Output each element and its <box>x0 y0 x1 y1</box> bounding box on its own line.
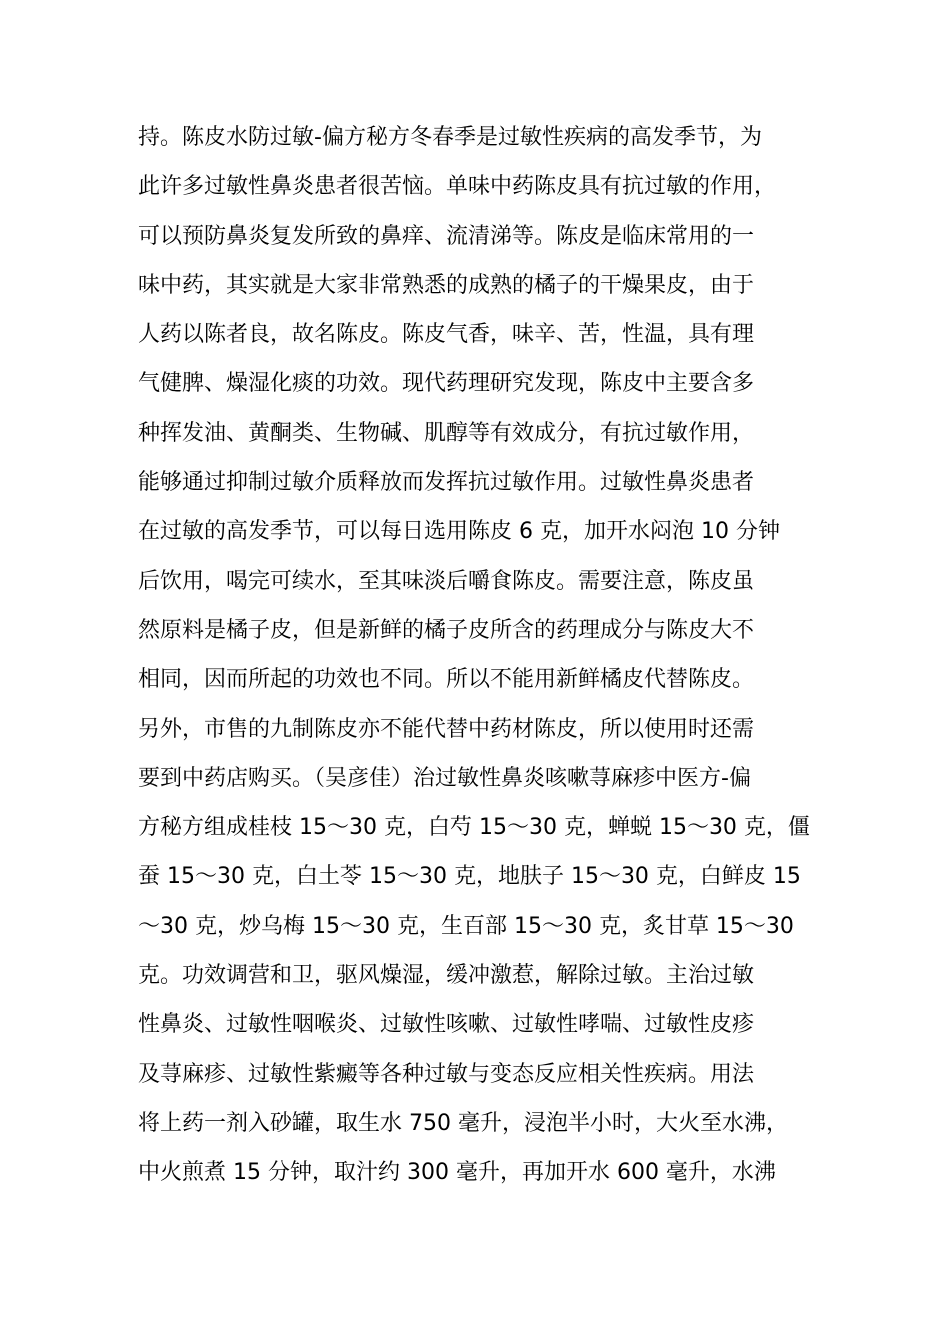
text-line-9: 在过敏的高发季节，可以每日选用陈皮 6 克，加开水闷泡 10 分钟 <box>138 519 780 545</box>
text-line-7: 种挥发油、黄酮类、生物碱、肌醇等有效成分，有抗过敏作用， <box>138 420 755 446</box>
text-line-4: 味中药，其实就是大家非常熟悉的成熟的橘子的干燥果皮，由于 <box>138 272 755 298</box>
text-line-14: 要到中药店购买。（吴彦佳）治过敏性鼻炎咳嗽荨麻疹中医方-偏 <box>138 765 751 791</box>
text-line-21: 将上药一剂入砂罐，取生水 750 毫升，浸泡半小时，大火至水沸， <box>138 1110 788 1136</box>
text-line-1: 持。陈皮水防过敏-偏方秘方冬春季是过敏性疾病的高发季节，为 <box>138 125 762 150</box>
text-line-2: 此许多过敏性鼻炎患者很苦恼。单味中药陈皮具有抗过敏的作用， <box>138 174 777 200</box>
text-line-8: 能够通过抑制过敏介质释放而发挥抗过敏作用。过敏性鼻炎患者 <box>138 470 755 496</box>
text-line-18: 克。功效调营和卫，驱风燥湿，缓冲激惹，解除过敏。主治过敏 <box>138 963 755 989</box>
text-line-11: 然原料是橘子皮，但是新鲜的橘子皮所含的药理成分与陈皮大不 <box>138 617 755 643</box>
text-line-5: 人药以陈者良，故名陈皮。陈皮气香，味辛、苦，性温，具有理 <box>138 322 755 348</box>
text-line-3: 可以预防鼻炎复发所致的鼻痒、流清涕等。陈皮是临床常用的一 <box>138 223 755 249</box>
text-line-6: 气健脾、燥湿化痰的功效。现代药理研究发现，陈皮中主要含多 <box>138 371 755 397</box>
text-line-12: 相同，因而所起的功效也不同。所以不能用新鲜橘皮代替陈皮。 <box>138 667 755 693</box>
text-line-13: 另外，市售的九制陈皮亦不能代替中药材陈皮，所以使用时还需 <box>138 716 755 742</box>
text-line-20: 及荨麻疹、过敏性紫癜等各种过敏与变态反应相关性疾病。用法 <box>138 1061 755 1087</box>
text-line-10: 后饮用，喝完可续水，至其味淡后嚼食陈皮。需要注意，陈皮虽 <box>138 568 755 594</box>
text-line-17: ～30 克，炒乌梅 15～30 克，生百部 15～30 克，炙甘草 15～30 <box>138 913 794 939</box>
text-line-19: 性鼻炎、过敏性咽喉炎、过敏性咳嗽、过敏性哮喘、过敏性皮疹 <box>138 1012 755 1038</box>
text-line-22: 中火煎煮 15 分钟，取汁约 300 毫升，再加开水 600 毫升，水沸 <box>138 1160 776 1186</box>
body-text <box>138 113 818 1198</box>
text-line-15: 方秘方组成桂枝 15～30 克，白芍 15～30 克，蝉蜕 15～30 克，僵 <box>138 815 810 841</box>
text-line-16: 蚕 15～30 克，白土苓 15～30 克，地肤子 15～30 克，白鲜皮 15 <box>138 864 801 890</box>
